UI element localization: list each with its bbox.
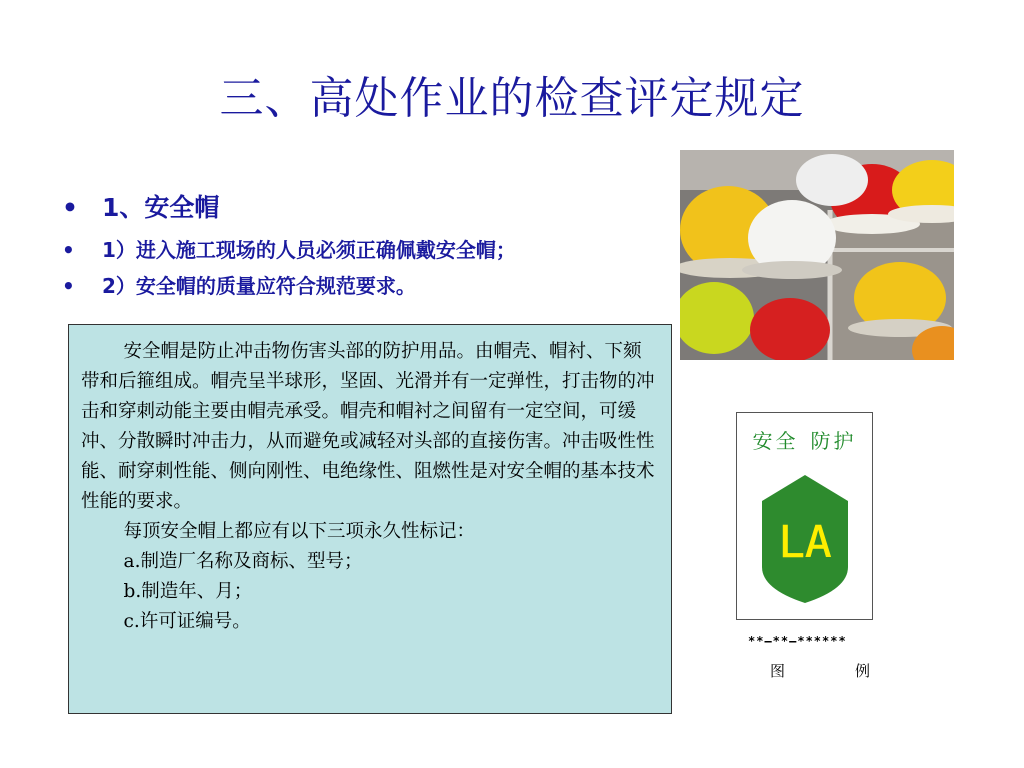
safety-helmets-photo xyxy=(680,150,954,360)
description-paragraph: 安全帽是防止冲击物伤害头部的防护用品。由帽壳、帽衬、下颏带和后箍组成。帽壳呈半球形，坚固、光滑并有一定弹性，打击物的冲击和穿刺动能主要由帽壳承受。帽壳和帽衬之间留有一定空间，可缓冲、分散瞬时冲击力，从而避免或减轻对头部的直接伤害。冲击吸性性能、耐穿刺性能、侧向刚性、电绝缘性、阻燃性是对安全帽的基本技术性能的要求。 xyxy=(81,341,655,512)
mark-header xyxy=(737,425,872,454)
bullet-item xyxy=(62,236,516,264)
mark-header-right: 防护 xyxy=(810,429,857,453)
marking-item: b.制造年、月； xyxy=(123,581,253,602)
bullet-text: 2）安全帽的质量应符合规范要求。 xyxy=(102,274,416,298)
bullet-item xyxy=(62,190,516,226)
shield-text: LA xyxy=(778,517,832,568)
bullet-marker: • xyxy=(62,193,78,222)
bullet-text: 1）进入施工现场的人员必须正确佩戴安全帽； xyxy=(102,238,516,262)
marking-item: a.制造厂名称及商标、型号； xyxy=(123,551,363,572)
la-shield-icon xyxy=(762,475,848,603)
mark-header-left: 安全 xyxy=(752,429,799,453)
marking-item: c.许可证编号。 xyxy=(123,611,251,632)
bullet-text: 1、安全帽 xyxy=(102,193,220,222)
bullet-item xyxy=(62,272,516,300)
helmets-illustration xyxy=(680,150,954,360)
bullet-list xyxy=(62,190,516,300)
mark-code: **—**—****** xyxy=(748,634,847,648)
description-textbox xyxy=(68,324,672,714)
safety-mark-card xyxy=(736,412,873,620)
bullet-marker: • xyxy=(62,274,75,298)
caption-left: 图 xyxy=(770,662,786,680)
slide-title: 三、高处作业的检查评定规定 xyxy=(219,73,805,124)
marking-intro: 每顶安全帽上都应有以下三项永久性标记： xyxy=(123,521,476,542)
bullet-marker: • xyxy=(62,238,75,262)
legend-caption xyxy=(770,660,870,681)
caption-right: 例 xyxy=(854,662,870,680)
